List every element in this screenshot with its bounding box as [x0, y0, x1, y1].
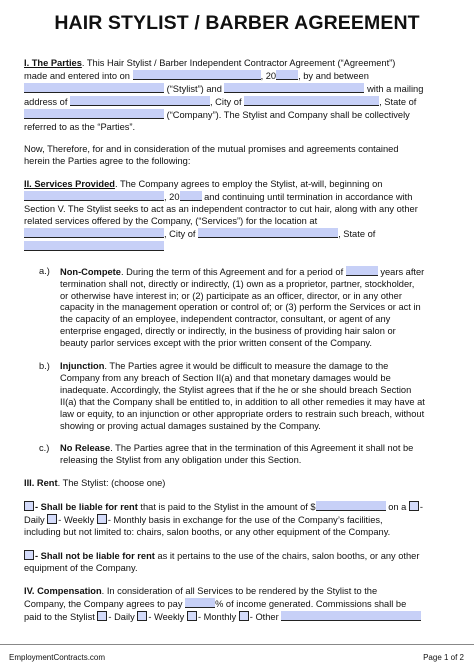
text: referred to as the “Parties”.	[24, 121, 136, 132]
text: address of	[24, 96, 68, 107]
agreement-date-field[interactable]	[133, 70, 261, 80]
text: , City of	[210, 96, 242, 107]
services-section	[24, 179, 452, 253]
text: % of income generated. Commissions shall be	[215, 598, 407, 609]
agreement-year-field[interactable]	[276, 70, 298, 80]
text: . This Hair Stylist / Barber Independent Contractor Agreement (“Agreement”)	[81, 58, 396, 68]
text: that is paid to the Stylist in the amount of $	[140, 502, 316, 513]
text: - Monthly	[197, 611, 237, 622]
text: - Daily	[108, 611, 135, 622]
text: releasing the Stylist from any obligation under this Section.	[60, 455, 302, 466]
text: , by and between	[298, 70, 369, 81]
text: , 20	[260, 70, 277, 81]
text: paid to the Stylist	[24, 611, 95, 622]
text: Now, Therefore, for and in consideration of the mutual promises and agreements contained	[24, 144, 399, 155]
document-body	[24, 58, 452, 623]
not-liable-for-rent-checkbox[interactable]	[24, 550, 34, 560]
start-year-field[interactable]	[180, 191, 202, 201]
text: . In consideration of all Services to be rendered by the Stylist to the	[101, 585, 378, 596]
non-compete-years-field[interactable]	[346, 266, 378, 276]
text: herein the Parties agree to the following:	[24, 156, 191, 167]
no-release-heading: No Release	[60, 443, 111, 454]
company-state-field[interactable]	[24, 109, 164, 119]
page-number: Page 1 of 2	[423, 653, 464, 662]
text: capacity in the management operation or control of; or (3) perform the Services or act in	[60, 302, 421, 313]
text: - Weekly	[58, 515, 95, 526]
text: II(a) that the Company shall be entitled to, in addition to all other remedies it may have at	[60, 396, 425, 407]
text: - Weekly	[148, 611, 185, 622]
pay-weekly-checkbox[interactable]	[137, 611, 147, 621]
pay-other-checkbox[interactable]	[239, 611, 249, 621]
text: and continuing until termination in accordance with	[204, 192, 413, 203]
parties-section	[24, 58, 452, 133]
pay-daily-checkbox[interactable]	[97, 611, 107, 621]
company-city-field[interactable]	[244, 96, 379, 106]
clause-label: a.)	[39, 265, 50, 276]
rent-weekly-checkbox[interactable]	[47, 514, 57, 524]
text: equipment of the Company.	[24, 562, 138, 573]
clause-label: c.)	[39, 443, 50, 454]
text: on a	[388, 502, 407, 513]
rent-section	[24, 478, 452, 490]
text: - Other	[249, 611, 279, 622]
start-date-field[interactable]	[24, 191, 164, 201]
intro-paragraph	[24, 144, 452, 168]
text: made and entered into on	[24, 70, 130, 81]
text: related services offered by the Company, (“Services”) for the location at	[24, 215, 318, 226]
rent-option-not-liable	[24, 550, 452, 575]
text: or otherwise have interest in; or (2) participate as an officer, director, or in any other	[60, 290, 402, 301]
text: enterprise engaged, directly or indirectly, in the business of providing hair salon or	[60, 326, 396, 337]
rent-heading: III. Rent	[24, 478, 58, 489]
text: - Monthly basis in exchange for the use of the Company’s facilities,	[107, 515, 383, 526]
text: , State of	[379, 96, 417, 107]
compensation-heading: IV. Compensation	[24, 585, 102, 596]
compensation-section	[24, 586, 452, 624]
non-compete-heading: Non-Compete	[60, 266, 121, 277]
text: , 20	[164, 192, 180, 203]
injunction-heading: Injunction	[60, 361, 105, 372]
clause-label: b.)	[39, 361, 50, 372]
injunction-clause	[32, 361, 452, 432]
document-title: HAIR STYLIST / BARBER AGREEMENT	[54, 12, 420, 34]
commission-percent-field[interactable]	[185, 598, 215, 608]
text: (“Stylist”) and	[166, 83, 222, 94]
text: with a mailing	[367, 83, 424, 94]
text: Section V. The Stylist seeks to act as an independent contractor to cut hair, along with any other	[24, 204, 418, 215]
text: (“Company”). The Stylist and Company shall be collectively	[166, 109, 410, 120]
rent-amount-field[interactable]	[316, 501, 386, 511]
non-compete-clause	[32, 266, 452, 350]
page-footer	[0, 644, 474, 669]
services-heading: II. Services Provided	[24, 179, 115, 190]
company-name-field[interactable]	[224, 83, 364, 93]
stylist-name-field[interactable]	[24, 83, 164, 93]
pay-monthly-checkbox[interactable]	[187, 611, 197, 621]
footer-website: EmploymentContracts.com	[9, 653, 106, 662]
company-address-field[interactable]	[70, 96, 210, 106]
parties-heading: I. The Parties	[24, 58, 82, 68]
text: showing or proving actual damages sustained by the Company.	[60, 420, 321, 431]
liable-for-rent-checkbox[interactable]	[24, 501, 34, 511]
text: termination shall not, directly or indirectly, (1) own as a proprietor, partner, stockholder,	[60, 278, 415, 289]
pay-other-field[interactable]	[281, 611, 421, 621]
text: . The Parties agree that in the termination of this Agreement it shall not be	[110, 443, 414, 454]
no-release-clause	[32, 443, 452, 467]
rent-other-checkbox[interactable]	[409, 501, 419, 511]
text: . The Stylist: (choose one)	[57, 478, 166, 489]
text: . During the term of this Agreement and for a period of	[120, 266, 344, 277]
text: . The Parties agree it would be difficult to measure the damage to the	[104, 361, 389, 372]
rent-option-liable	[24, 501, 452, 539]
text: including but not limited to: chairs, salon booths, or any other equipment of the Company.	[24, 527, 391, 537]
text: as it pertains to the use of the chairs, salon booths, or any other	[157, 550, 420, 561]
text: Company, the Company agrees to pay	[24, 598, 183, 609]
text: the capacity of an employee, independent contractor, consultant, or agent of any	[60, 314, 391, 325]
text: -	[419, 502, 424, 513]
text: Company from any breach of Section II(a) and that monetary damages would be	[60, 372, 391, 383]
text: beauty parlor services except with the prior written consent of the Company.	[60, 338, 372, 349]
text: - Shall not be liable for rent	[35, 550, 155, 561]
text: Daily	[24, 515, 45, 526]
location-address-field[interactable]	[24, 228, 164, 238]
location-state-field[interactable]	[24, 241, 164, 251]
text: , State of	[338, 228, 376, 239]
rent-monthly-checkbox[interactable]	[97, 514, 107, 524]
text: - Shall be liable for rent	[35, 502, 138, 513]
text: , City of	[164, 228, 196, 239]
text: . The Company agrees to employ the Stylist, at-will, beginning on	[114, 179, 383, 190]
location-city-field[interactable]	[198, 228, 338, 238]
text: law or equity, to an injunction or other appropriate orders to restrain such breach, without	[60, 408, 425, 419]
text: years after	[380, 266, 425, 277]
text: inadequate. Accordingly, the Stylist agrees that if the he or she should breach Section	[60, 384, 412, 395]
